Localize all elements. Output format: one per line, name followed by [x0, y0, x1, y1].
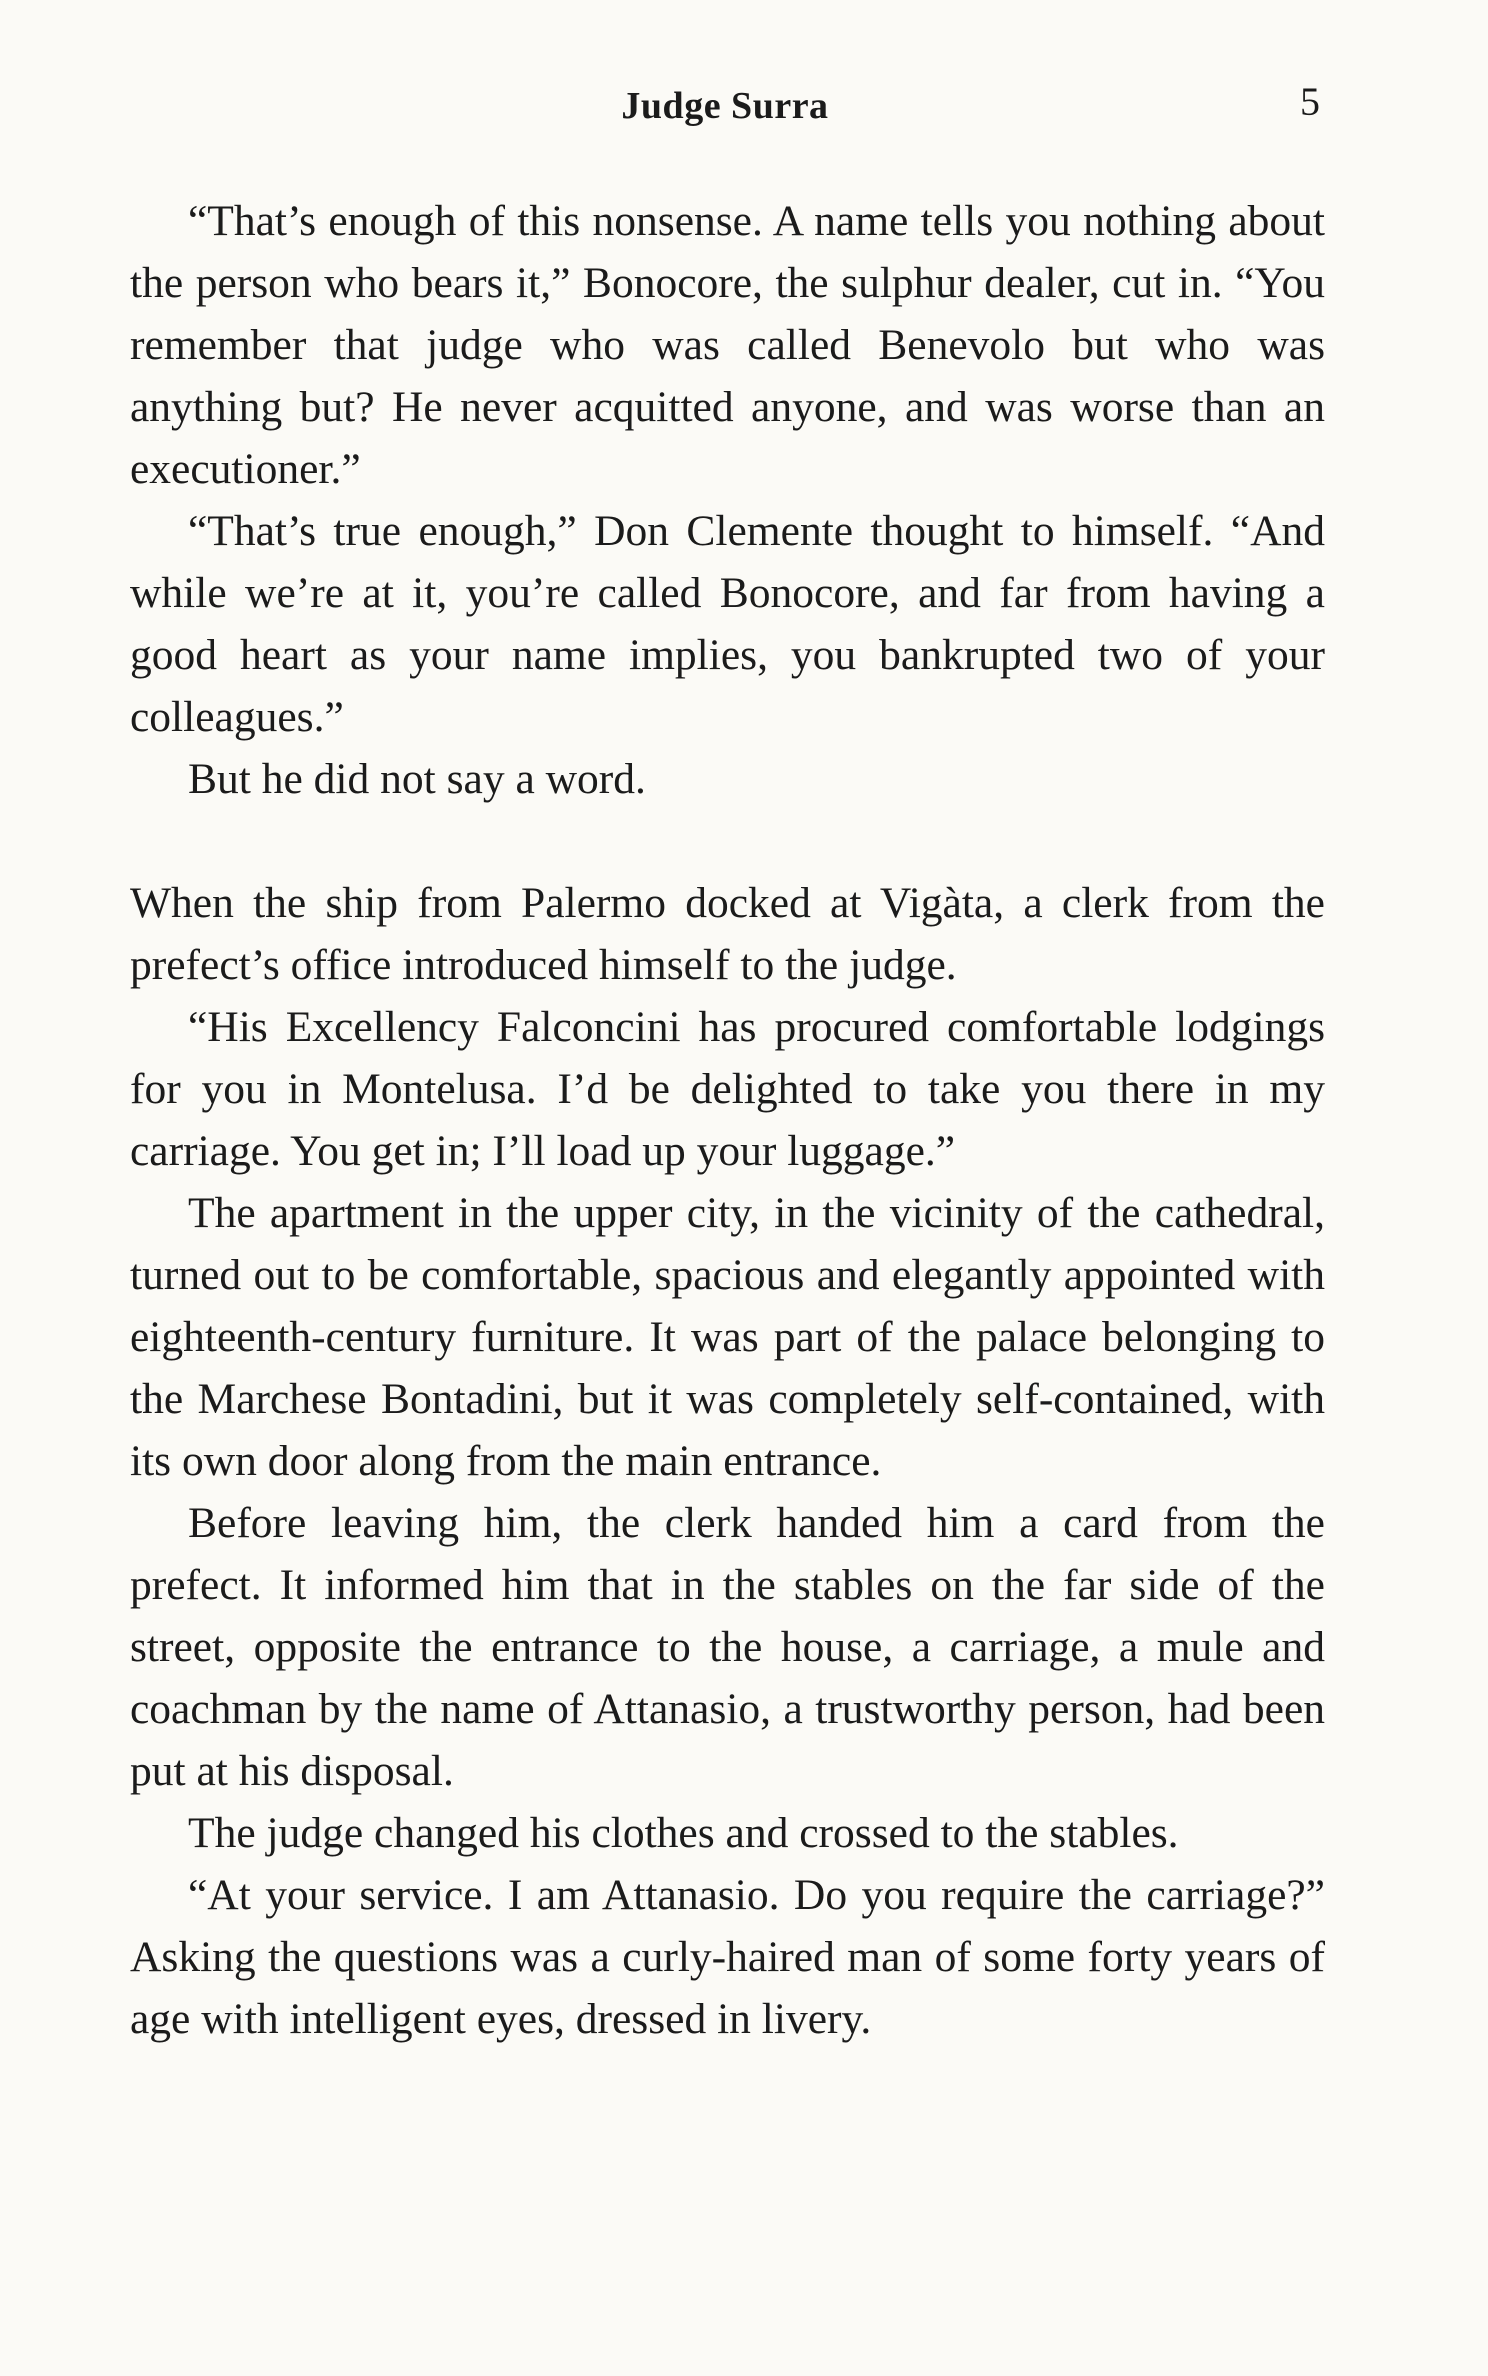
- paragraph: But he did not say a word.: [188, 755, 646, 803]
- body-text: [130, 190, 1325, 2050]
- paragraph-section-start: When the ship from Palermo docked at Vigàta, a clerk from the prefect’s office introduced himself to the judge.: [130, 879, 1325, 989]
- paragraph: “At your service. I am Attanasio. Do you require the carriage?” Asking the questions was a curly-haired man of some forty years of age with intelligent eyes, dressed in livery.: [130, 1871, 1325, 2043]
- paragraph: Before leaving him, the clerk handed him a card from the prefect. It informed him that in the stables on the far side of the street, opposite the entrance to the house, a carriage, a mule and coachman by the name of Attanasio, a trustworthy person, had been put at his disposal.: [130, 1499, 1325, 1795]
- running-head: Judge Surra: [621, 85, 829, 127]
- paragraph: “That’s true enough,” Don Clemente thought to himself. “And while we’re at it, you’re called Bonocore, and far from having a good heart as your name implies, you bankrupted two of your colleagues.”: [130, 507, 1325, 741]
- paragraph: “His Excellency Falconcini has procured comfortable lodgings for you in Montelusa. I’d be delighted to take you there in my carriage. You get in; I’ll load up your luggage.”: [130, 1003, 1325, 1175]
- page-header: [130, 78, 1320, 138]
- paragraph: “That’s enough of this nonsense. A name tells you nothing about the person who bears it,” Bonocore, the sulphur dealer, cut in. “You remember that judge who was called Benevolo but who was anything but? He never acquitted anyone, and was worse than an executioner.”: [130, 197, 1325, 493]
- paragraph: The judge changed his clothes and crossed to the stables.: [188, 1809, 1179, 1857]
- paragraph: The apartment in the upper city, in the vicinity of the cathedral, turned out to be comfortable, spacious and elegantly appointed with eighteenth-century furniture. It was part of the palace belonging to the Marchese Bontadini, but it was completely self-contained, with its own door along from the main entrance.: [130, 1189, 1325, 1485]
- page-number: 5: [1300, 79, 1320, 124]
